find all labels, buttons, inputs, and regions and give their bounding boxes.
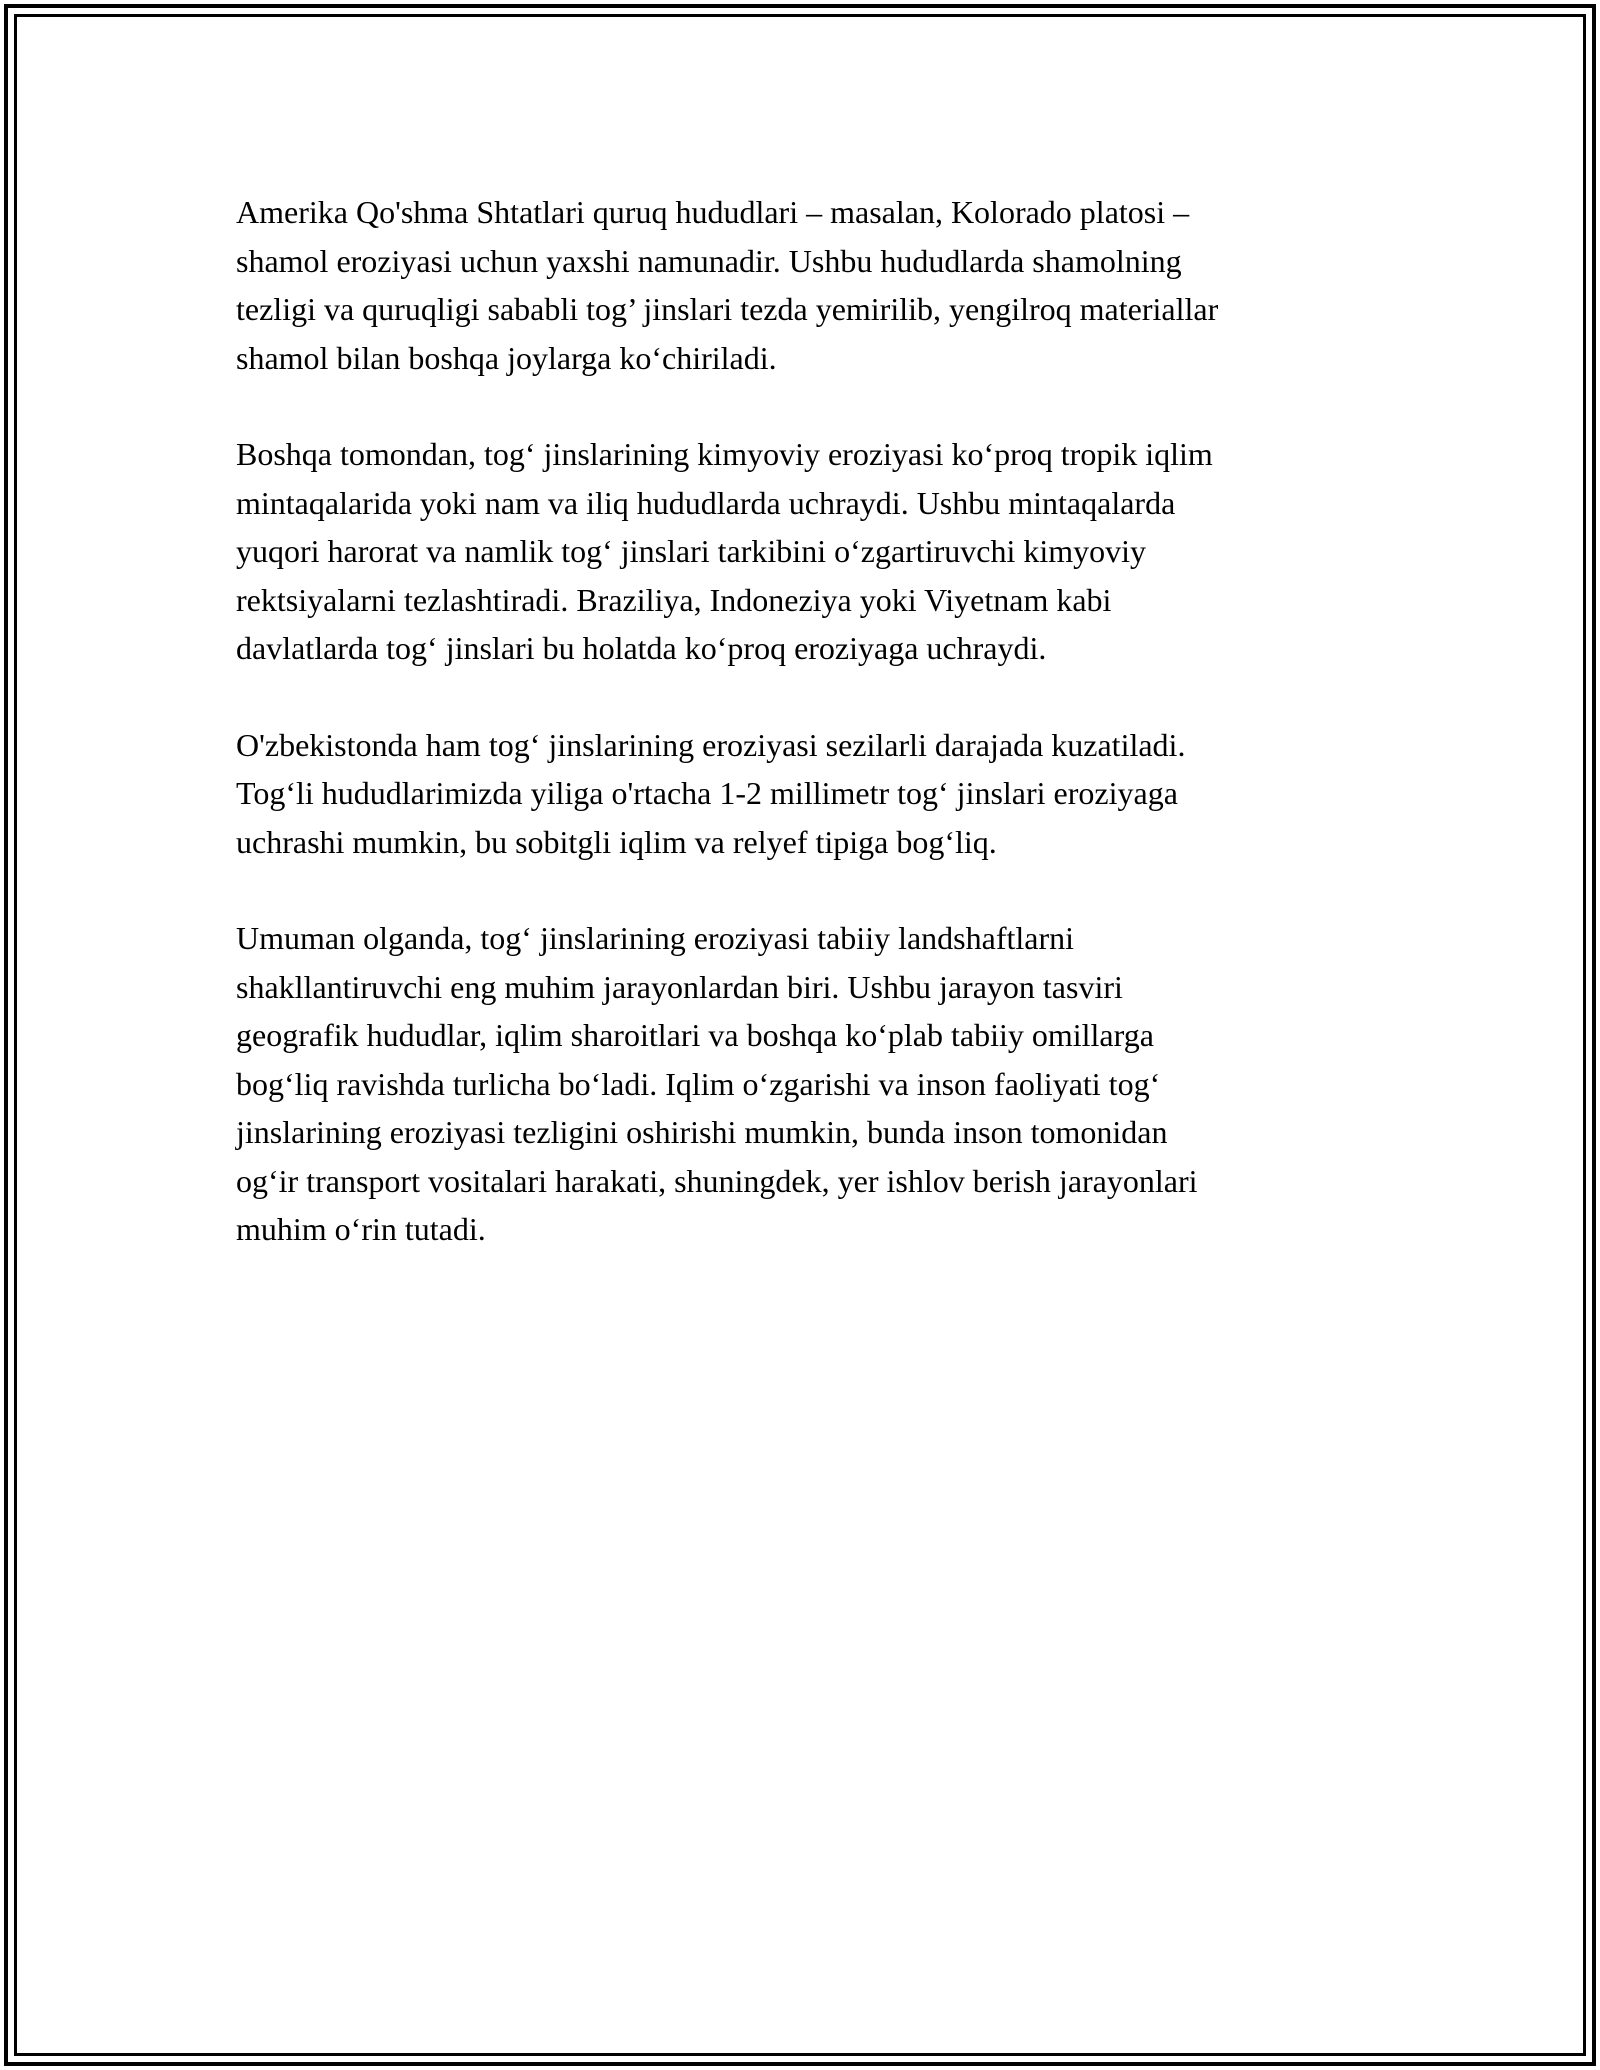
text-line: shakllantiruvchi eng muhim jarayonlardan biri. Ushbu jarayon tasviri: [236, 968, 1123, 1005]
paragraph-2: [236, 430, 1386, 673]
text-line: jinslarining eroziyasi tezligini oshirishi mumkin, bunda inson tomonidan: [236, 1114, 1168, 1150]
text-line: shamol eroziyasi uchun yaxshi namunadir. Ushbu hududlarda shamolning: [236, 242, 1182, 279]
document-body: [236, 188, 1386, 1302]
text-line: tezligi va quruqligi sababli tog’ jinslari tezda yemirilib, yengilroq materiallar: [236, 291, 1219, 327]
text-line: Umuman olganda, tog‘ jinslarining eroziyasi tabiiy landshaftlarni: [236, 920, 1075, 956]
text-line: uchrashi mumkin, bu sobitgli iqlim va relyef tipiga bog‘liq.: [236, 823, 997, 860]
text-line: Tog‘li hududlarimizda yiliga o'rtacha 1-2 millimetr tog‘ jinslari eroziyaga: [236, 775, 1178, 811]
text-line: O'zbekistonda ham tog‘ jinslarining eroziyasi sezilarli darajada kuzatiladi.: [236, 726, 1186, 763]
paragraph-3: [236, 721, 1386, 867]
text-line: muhim o‘rin tutadi.: [236, 1211, 486, 1247]
text-line: shamol bilan boshqa joylarga ko‘chiriladi.: [236, 339, 777, 376]
text-line: og‘ir transport vositalari harakati, shuningdek, yer ishlov berish jarayonlari: [236, 1162, 1198, 1199]
paragraph-4: [236, 914, 1386, 1254]
text-line: rektsiyalarni tezlashtiradi. Braziliya, Indoneziya yoki Viyetnam kabi: [236, 581, 1112, 618]
text-line: geografik hududlar, iqlim sharoitlari va boshqa ko‘plab tabiiy omillarga: [236, 1017, 1154, 1053]
text-line: bog‘liq ravishda turlicha bo‘ladi. Iqlim o‘zgarishi va inson faoliyati tog‘: [236, 1065, 1161, 1102]
text-line: Boshqa tomondan, tog‘ jinslarining kimyoviy eroziyasi ko‘proq tropik iqlim: [236, 436, 1213, 472]
text-line: davlatlarda tog‘ jinslari bu holatda ko‘proq eroziyaga uchraydi.: [236, 630, 1047, 666]
text-line: Amerika Qo'shma Shtatlari quruq hududlari – masalan, Kolorado platosi –: [236, 194, 1190, 230]
text-line: mintaqalarida yoki nam va iliq hududlarda uchraydi. Ushbu mintaqalarda: [236, 484, 1176, 521]
paragraph-1: [236, 188, 1386, 382]
text-line: yuqori harorat va namlik tog‘ jinslari tarkibini o‘zgartiruvchi kimyoviy: [236, 533, 1146, 569]
